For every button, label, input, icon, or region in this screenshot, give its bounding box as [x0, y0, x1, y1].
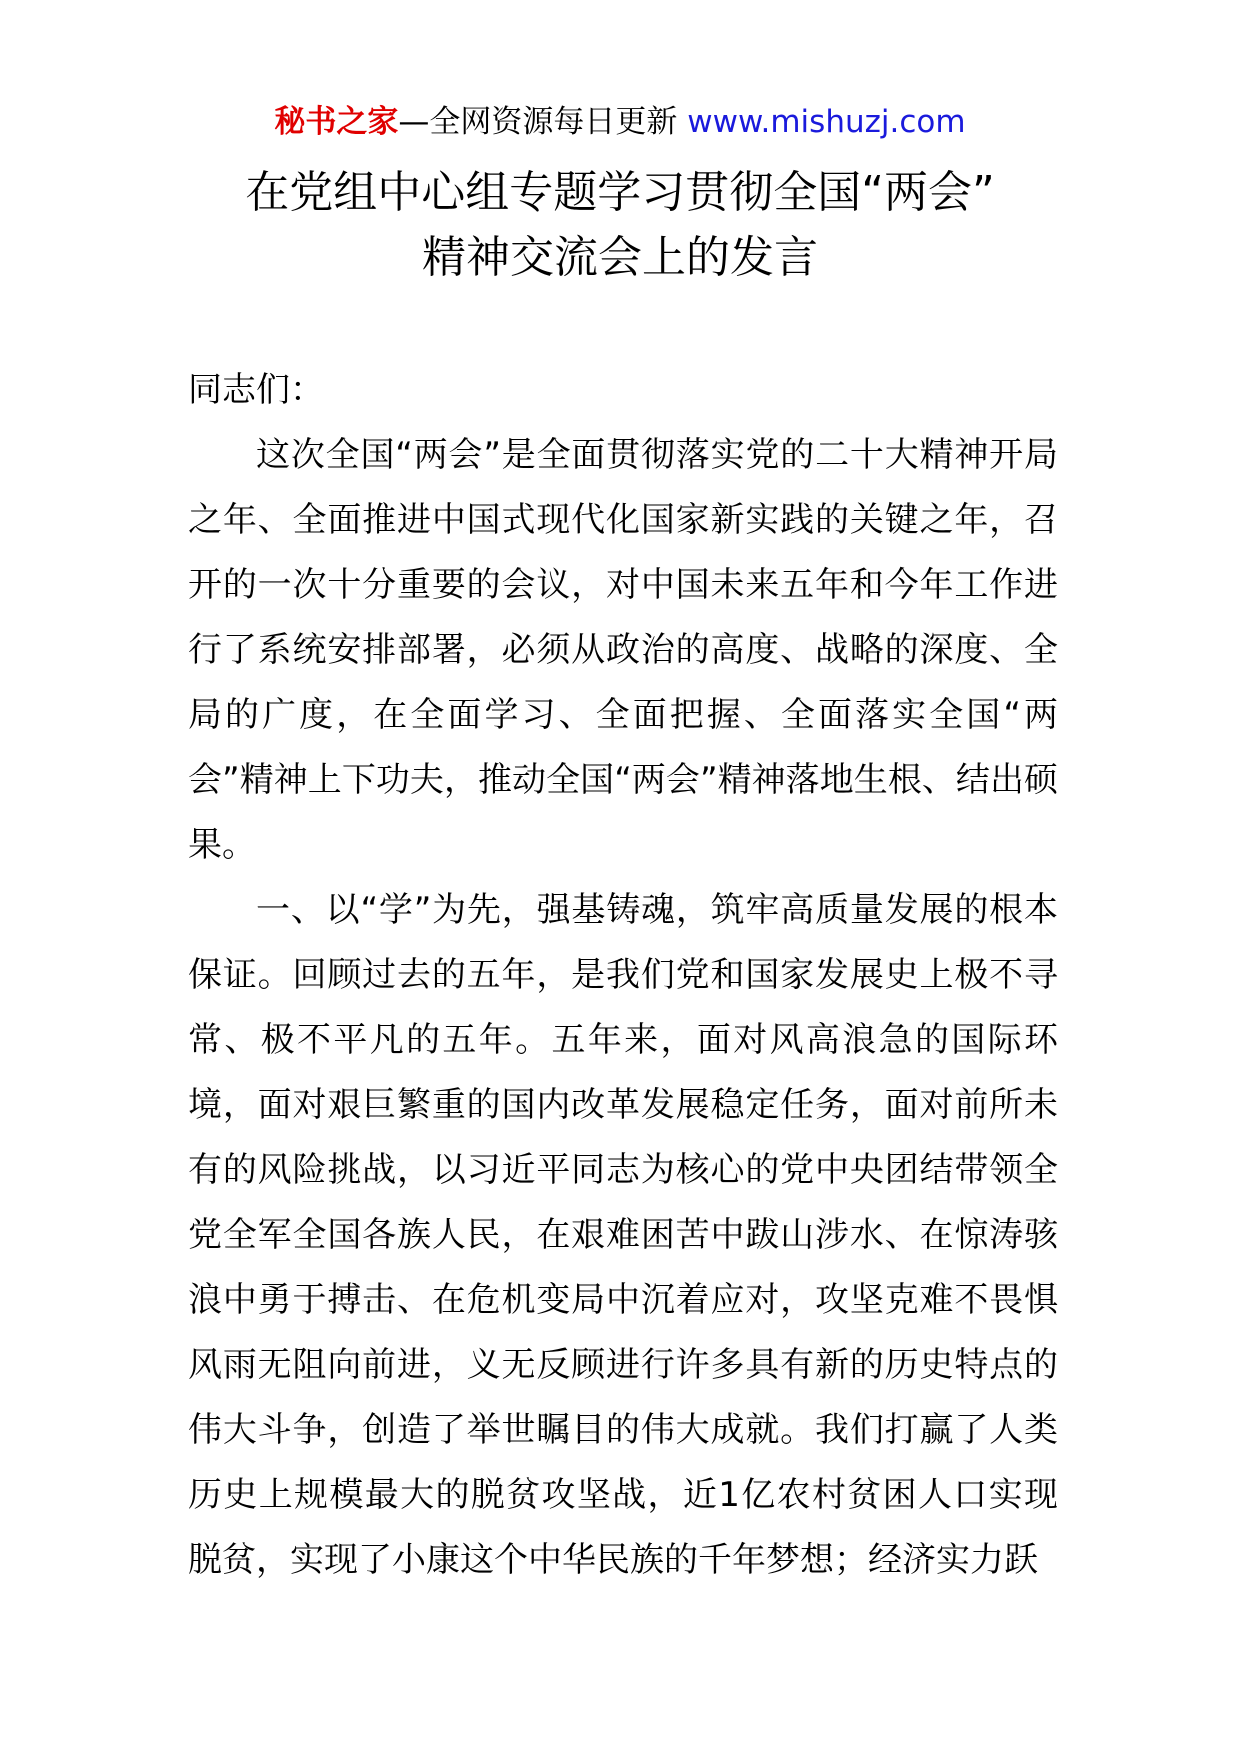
site-brand: 秘书之家 — [274, 104, 399, 140]
title-line-2: 精神交流会上的发言 — [422, 232, 818, 283]
document-title — [160, 160, 1080, 290]
paragraph-intro: 这次全国“两会”是全面贯彻落实党的二十大精神开局之年、全面推进中国式现代化国家新实践的关键之年，召开的一次十分重要的会议，对中国未来五年和今年工作进行了系统安排部署，必须从政治的高度、战略的深度、全局的广度，在全面学习、全面把握、全面落实全国“两会”精神上下功夫，推动全国“两会”精神落地生根、结出硕果。 — [188, 435, 1058, 865]
salutation: 同志们： — [188, 370, 324, 410]
site-tagline: —全网资源每日更新 — [398, 104, 688, 140]
site-header — [0, 100, 1240, 144]
title-line-1: 在党组中心组专题学习贯彻全国“两会” — [245, 167, 995, 218]
paragraph-section-1: 一、以“学”为先，强基铸魂，筑牢高质量发展的根本保证。回顾过去的五年，是我们党和国家发展史上极不寻常、极不平凡的五年。五年来，面对风高浪急的国际环境，面对艰巨繁重的国内改革发展稳定任务，面对前所未有的风险挑战，以习近平同志为核心的党中央团结带领全党全军全国各族人民，在艰难困苦中跋山涉水、在惊涛骇浪中勇于搏击、在危机变局中沉着应对，攻坚克难不畏惧风雨无阻向前进，义无反顾进行许多具有新的历史特点的伟大斗争，创造了举世瞩目的伟大成就。我们打赢了人类历史上规模最大的脱贫攻坚战，近1亿农村贫困人口实现脱贫，实现了小康这个中华民族的千年梦想；经济实力跃 — [188, 890, 1058, 1580]
site-url-link[interactable]: www.mishuzj.com — [687, 104, 966, 140]
document-body — [188, 358, 1058, 1593]
